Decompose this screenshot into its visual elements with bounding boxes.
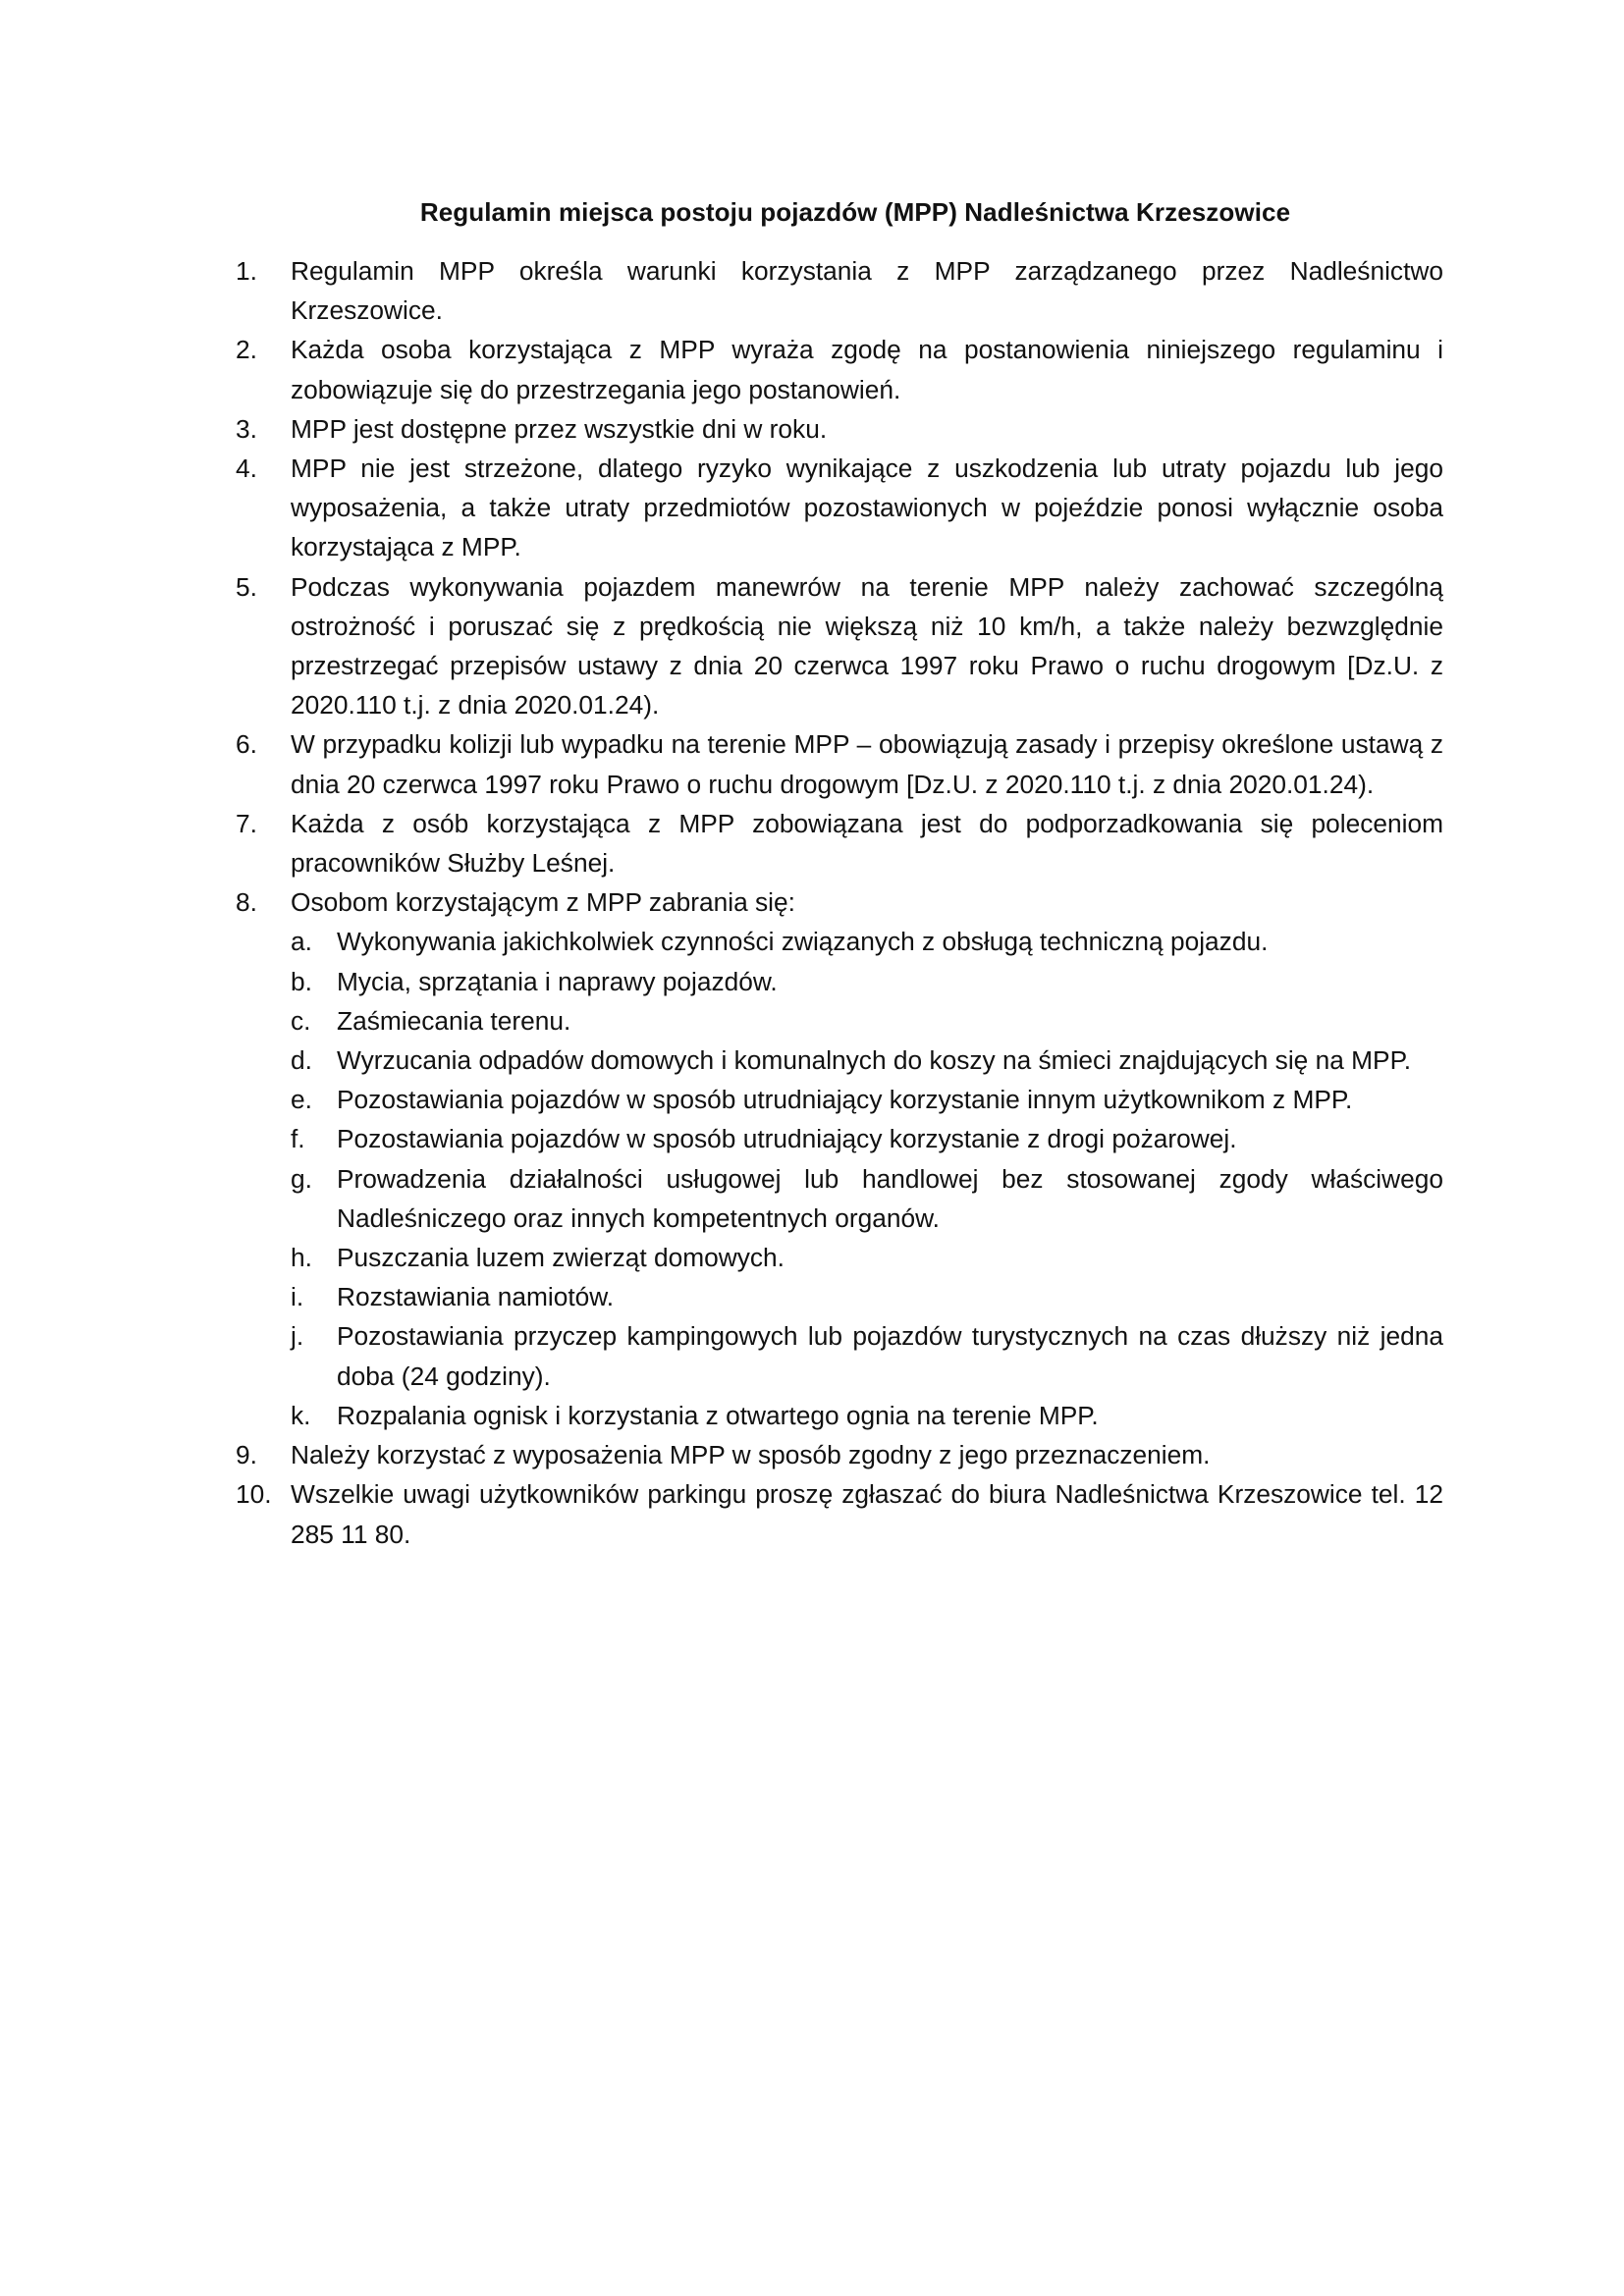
sublist-item	[291, 1001, 1443, 1041]
list-item	[236, 330, 1443, 408]
item-text: MPP jest dostępne przez wszystkie dni w roku.	[291, 413, 828, 444]
item-text: Wszelkie uwagi użytkowników parkingu proszę zgłaszać do biura Nadleśnictwa Krzeszowice tel. 12 285 11 80.	[291, 1479, 1443, 1549]
sublist-item	[291, 922, 1443, 961]
item-text: W przypadku kolizji lub wypadku na terenie MPP – obowiązują zasady i przepisy określone ustawą z dnia 20 czerwca 1997 roku Prawo o ruchu drogowym [Dz.U. z 2020.110 t.j. z dnia 2020.01.24).	[291, 729, 1443, 799]
list-item	[236, 409, 1443, 449]
sublist-item	[291, 1277, 1443, 1316]
sublist-letter: d.	[291, 1045, 312, 1076]
sublist-letter: b.	[291, 966, 312, 996]
sublist-text: Wyrzucania odpadów domowych i komunalnych do koszy na śmieci znajdujących się na MPP.	[337, 1045, 1412, 1076]
sublist-text: Prowadzenia działalności usługowej lub handlowej bez stosowanej zgody właściwego Nadleśniczego oraz innych kompetentnych organów.	[337, 1163, 1443, 1233]
list-item	[236, 724, 1443, 803]
sublist-text: Zaśmiecania terenu.	[337, 1005, 571, 1036]
regulation-list	[236, 251, 1443, 1554]
list-item	[236, 804, 1443, 882]
sublist-item	[291, 1238, 1443, 1277]
sublist-item	[291, 962, 1443, 1001]
item-number: 3.	[236, 413, 257, 444]
sublist-letter: e.	[291, 1085, 312, 1115]
sublist-letter: k.	[291, 1400, 311, 1430]
item-number: 6.	[236, 729, 257, 760]
list-item	[236, 449, 1443, 567]
list-item	[236, 1474, 1443, 1553]
list-item	[236, 882, 1443, 1435]
item-number: 10.	[236, 1479, 272, 1510]
sublist-letter: f.	[291, 1124, 305, 1154]
sublist-item	[291, 1396, 1443, 1435]
item-text: MPP nie jest strzeżone, dlatego ryzyko wynikające z uszkodzenia lub utraty pojazdu lub jego wyposażenia, a także utraty przedmiotów pozostawionych w pojeździe ponosi wyłącznie osoba korzystająca z MPP.	[291, 454, 1443, 562]
sublist-text: Rozpalania ognisk i korzystania z otwartego ognia na terenie MPP.	[337, 1400, 1099, 1430]
item-text: Należy korzystać z wyposażenia MPP w sposób zgodny z jego przeznaczeniem.	[291, 1440, 1211, 1470]
item-text: Regulamin MPP określa warunki korzystania z MPP zarządzanego przez Nadleśnictwo Krzeszowice.	[291, 256, 1443, 326]
item-number: 8.	[236, 887, 257, 918]
item-text: Podczas wykonywania pojazdem manewrów na terenie MPP należy zachować szczególną ostrożność i poruszać się z prędkością nie większą niż 10 km/h, a także należy bezwzględnie przestrzegać przepisów ustawy z dnia 20 czerwca 1997 roku Prawo o ruchu drogowym [Dz.U. z 2020.110 t.j. z dnia 2020.01.24).	[291, 571, 1443, 721]
item-number: 2.	[236, 335, 257, 365]
sublist-text: Puszczania luzem zwierząt domowych.	[337, 1243, 785, 1273]
document-title: Regulamin miejsca postoju pojazdów (MPP) Nadleśnictwa Krzeszowice	[419, 197, 1291, 227]
sublist-text: Mycia, sprzątania i naprawy pojazdów.	[337, 966, 778, 996]
item-number: 5.	[236, 571, 257, 602]
sublist-letter: a.	[291, 927, 312, 957]
sublist-letter: h.	[291, 1243, 312, 1273]
sublist-text: Pozostawiania pojazdów w sposób utrudniający korzystanie innym użytkownikom z MPP.	[337, 1085, 1353, 1115]
list-item	[236, 1435, 1443, 1474]
item-text: Każda z osób korzystająca z MPP zobowiązana jest do podporzadkowania się poleceniom pracowników Służby Leśnej.	[291, 808, 1443, 879]
item-text: Każda osoba korzystająca z MPP wyraża zgodę na postanowienia niniejszego regulaminu i zobowiązuje się do przestrzegania jego postanowień.	[291, 335, 1443, 404]
sublist-item	[291, 1041, 1443, 1080]
sublist-item	[291, 1316, 1443, 1395]
item-text: Osobom korzystającym z MPP zabrania się:	[291, 887, 795, 918]
item-number: 1.	[236, 256, 257, 286]
sublist-item	[291, 1159, 1443, 1238]
sublist-item	[291, 1119, 1443, 1158]
sublist-text: Pozostawiania pojazdów w sposób utrudniający korzystanie z drogi pożarowej.	[337, 1124, 1237, 1154]
sublist-letter: i.	[291, 1282, 304, 1312]
sublist-letter: c.	[291, 1005, 311, 1036]
sublist-text: Wykonywania jakichkolwiek czynności związanych z obsługą techniczną pojazdu.	[337, 927, 1269, 957]
prohibitions-sublist	[291, 922, 1443, 1435]
list-item	[236, 567, 1443, 725]
item-number: 9.	[236, 1440, 257, 1470]
sublist-item	[291, 1080, 1443, 1119]
sublist-text: Pozostawiania przyczep kampingowych lub pojazdów turystycznych na czas dłuższy niż jedna doba (24 godziny).	[337, 1321, 1443, 1391]
item-number: 4.	[236, 454, 257, 484]
list-item	[236, 251, 1443, 330]
sublist-letter: g.	[291, 1163, 312, 1194]
item-number: 7.	[236, 808, 257, 838]
sublist-text: Rozstawiania namiotów.	[337, 1282, 615, 1312]
sublist-letter: j.	[291, 1321, 304, 1352]
